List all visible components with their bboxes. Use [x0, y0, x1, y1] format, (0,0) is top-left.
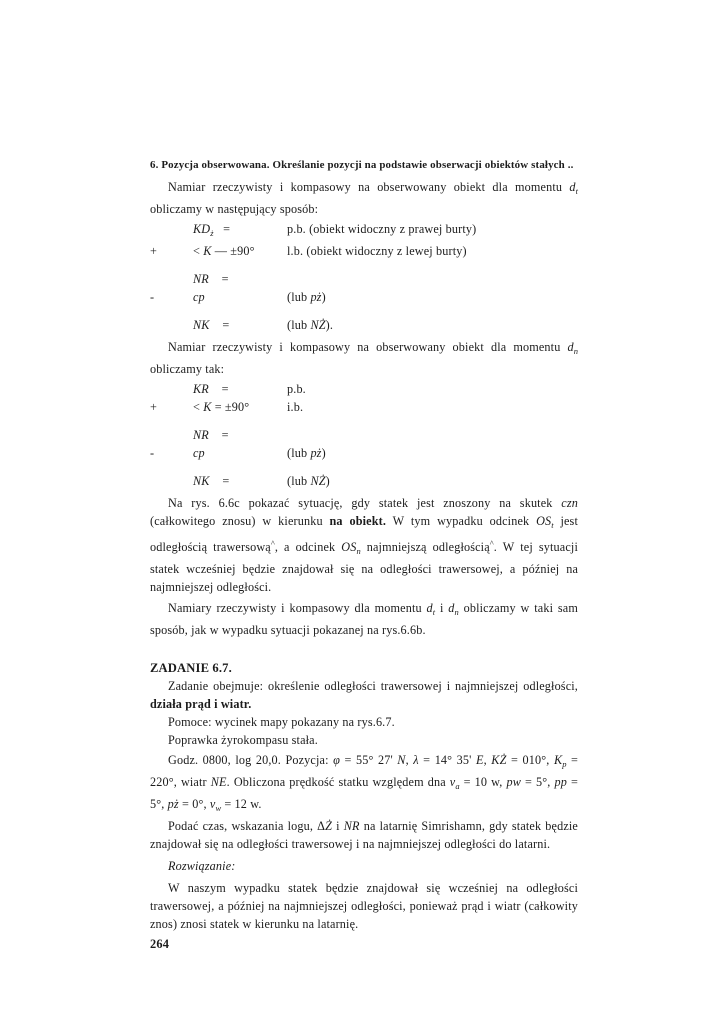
- paragraph-solution: W naszym wypadku statek będzie znajdował się wcześniej na odległości trawersowej, a później na najmniejszej odległości, ponieważ prąd i wiatr (całkowity znos) znosi statek w kierunku na latarnię.: [150, 881, 578, 931]
- formula-expression: NR =: [193, 428, 229, 442]
- formula-note: (lub NŻ).: [287, 318, 334, 332]
- formula-expression: NK =: [193, 474, 230, 488]
- formula-row: [150, 316, 578, 334]
- paragraph-pomoce: Pomoce: wycinek mapy pokazany na rys.6.7.: [168, 715, 395, 729]
- formula-operator: [150, 220, 193, 242]
- formula-row: [150, 270, 578, 288]
- paragraph-namiar-1: Namiar rzeczywisty i kompasowy na obserwowany obiekt dla momentu $d_t$ obliczamy w następujący sposób:: [150, 180, 578, 216]
- formula-operator: -: [150, 446, 155, 460]
- formula-row: [150, 288, 578, 306]
- formula-operator: -: [150, 290, 155, 304]
- formula-operator: [150, 472, 193, 490]
- page-content: [150, 156, 578, 953]
- formula-note: p.b.: [287, 382, 306, 396]
- formula-note: p.b. (obiekt widoczny z prawej burty): [287, 222, 477, 236]
- formula-block-1: [150, 220, 578, 334]
- formula-note: [287, 426, 578, 444]
- formula-operator: [150, 316, 193, 334]
- paragraph-namiar-2: Namiar rzeczywisty i kompasowy na obserwowany obiekt dla momentu $d_n$ obliczamy tak:: [150, 340, 578, 376]
- formula-operator: [150, 426, 193, 444]
- formula-operator: [150, 380, 193, 398]
- formula-note: l.b. (obiekt widoczny z lewej burty): [287, 244, 467, 258]
- formula-expression: < K — ±90°: [193, 244, 255, 258]
- page-number: 264: [150, 937, 170, 951]
- formula-expression: NK =: [193, 318, 230, 332]
- paragraph-task-data: Godz. 0800, log 20,0. Pozycja: φ = 55° 27' N, λ = 14° 35' E, KŻ = 010°, $K_p = 220^\circ$, wiatr NE. Obliczona prędkość statku względem dna $v_a = 10$ w, pw = 5°, pp = 5°, pż = 0°, $v_w = 12$ w.: [150, 753, 578, 813]
- formula-operator: [150, 270, 193, 288]
- formula-expression: $KD_ż$ =: [193, 222, 231, 238]
- formula-row: [150, 426, 578, 444]
- formula-note: [287, 270, 578, 288]
- formula-note: (lub NŻ): [287, 474, 330, 488]
- paragraph-namiary-moment: Namiary rzeczywisty i kompasowy dla momentu $d_t$ i $d_n$ obliczamy w taki sam sposób, jak w wypadku sytuacji pokazanej na rys.6.6b.: [150, 601, 579, 637]
- task-heading: ZADANIE 6.7.: [150, 661, 232, 675]
- paragraph-task-question: Podać czas, wskazania logu, ΔŻ i NR na latarnię Simrishamn, gdy statek będzie znajdował się na odległości trawersowej i na najmniejszej odległości do latarni.: [150, 819, 578, 851]
- formula-note: (lub pż): [287, 290, 326, 304]
- paragraph-poprawka: Poprawka żyrokompasu stała.: [168, 733, 318, 747]
- formula-expression: cp: [193, 446, 205, 460]
- formula-row: [150, 220, 578, 242]
- formula-row: [150, 380, 578, 398]
- formula-expression: NR =: [193, 272, 229, 286]
- formula-block-2: [150, 380, 578, 490]
- formula-row: [150, 242, 578, 260]
- formula-note: i.b.: [287, 400, 304, 414]
- formula-expression: KR =: [193, 382, 229, 396]
- formula-expression: < K = ±90°: [193, 400, 250, 414]
- formula-operator: +: [150, 244, 158, 258]
- running-header: 6. Pozycja obserwowana. Określanie pozycji na podstawie obserwacji obiektów stałych ..: [150, 159, 574, 171]
- formula-row: [150, 472, 578, 490]
- formula-row: [150, 444, 578, 462]
- solution-heading: Rozwiązanie:: [168, 859, 236, 873]
- formula-row: [150, 398, 578, 416]
- formula-expression: cp: [193, 290, 205, 304]
- formula-note: (lub pż): [287, 446, 326, 460]
- paragraph-rys-66c: Na rys. 6.6c pokazać sytuację, gdy statek jest znoszony na skutek czn (całkowitego znosu) w kierunku na obiekt. W tym wypadku odcinek $OS_t$ jest odległością trawersową^, a odcinek $OS_n$ najmniejszą odległością^. W tej sytuacji statek wcześniej będzie znajdował się na odległości trawersowej, a później na najmniejszej odległości.: [150, 496, 578, 594]
- formula-operator: +: [150, 400, 158, 414]
- paragraph-task-scope: Zadanie obejmuje: określenie odległości trawersowej i najmniejszej odległości, działa prąd i wiatr.: [150, 679, 578, 711]
